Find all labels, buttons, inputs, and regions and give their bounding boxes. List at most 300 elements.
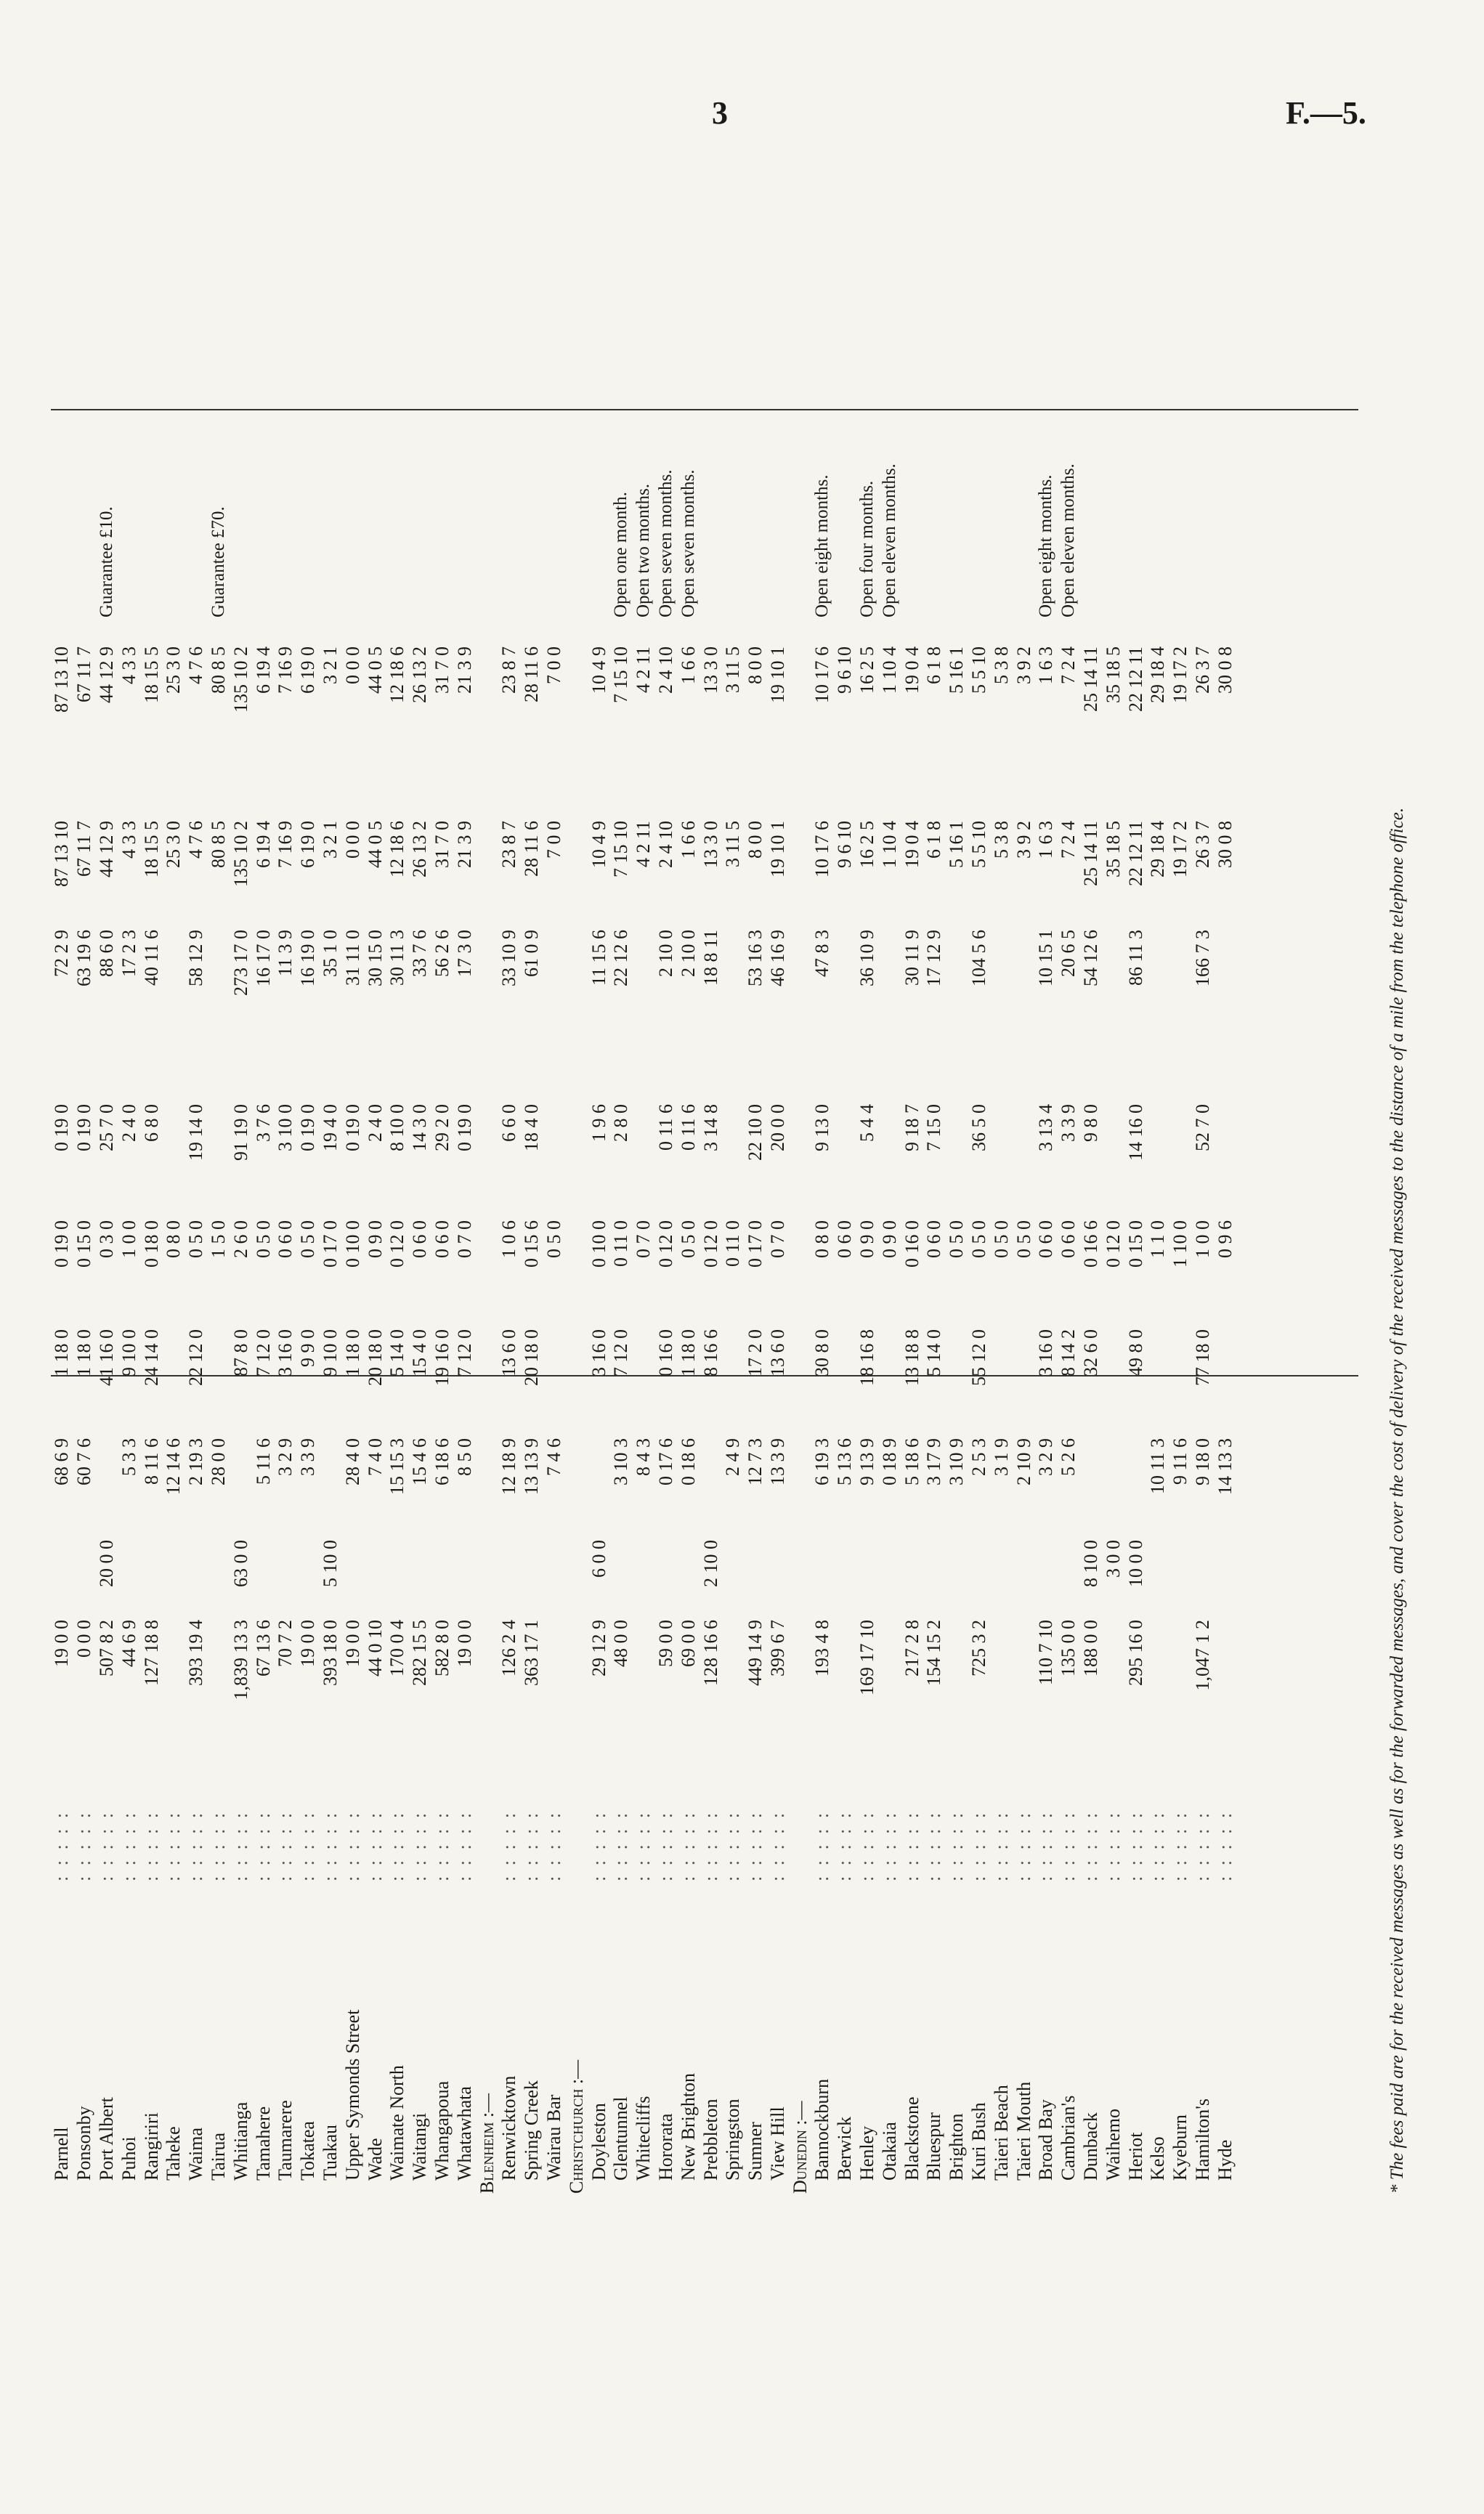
office-name: Whangapoua bbox=[431, 2080, 453, 2181]
amount-cell: 1 6 3 bbox=[1035, 821, 1057, 859]
amount-cell: 399 6 7 bbox=[766, 1620, 788, 1676]
amount-cell: 725 3 2 bbox=[968, 1620, 990, 1676]
amount-cell: 15 4 0 bbox=[409, 1329, 431, 1376]
amount-cell: 8 16 6 bbox=[700, 1329, 721, 1376]
amount-cell: 25 14 11 bbox=[1080, 821, 1102, 887]
amount-cell: 29 12 9 bbox=[588, 1620, 609, 1676]
amount-cell: 0 6 0 bbox=[923, 1220, 945, 1258]
amount-cell: 135 0 0 bbox=[1058, 1620, 1079, 1676]
amount-cell: 44 12 9 bbox=[95, 646, 117, 703]
amount-cell: 8 14 2 bbox=[1058, 1329, 1079, 1376]
amount-cell: 10 15 1 bbox=[1035, 930, 1057, 986]
table-row bbox=[811, 44, 834, 2194]
amount-cell: 13 6 0 bbox=[498, 1329, 520, 1376]
amount-cell: 582 8 0 bbox=[431, 1620, 453, 1676]
footnote: * The fees paid are for the received messages as well as for the forwarded messages, and cover the cost of delivery of the received messages to the distance of a mile from the telephone office. bbox=[1387, 807, 1407, 2194]
section-heading bbox=[789, 44, 811, 2194]
amount-cell: 12 7 3 bbox=[745, 1438, 766, 1485]
amount-cell: 0 6 0 bbox=[275, 1220, 296, 1258]
amount-cell: 14 13 3 bbox=[1214, 1438, 1236, 1495]
remark-cell: Open one month. bbox=[611, 492, 631, 617]
amount-cell: 56 2 6 bbox=[431, 930, 453, 977]
amount-cell: 1 5 0 bbox=[207, 1220, 229, 1258]
amount-cell: 6 1 8 bbox=[923, 821, 945, 859]
office-name: Spring Creek bbox=[521, 2080, 543, 2181]
amount-cell: 2 5 3 bbox=[968, 1438, 990, 1476]
amount-cell: 9 6 10 bbox=[834, 646, 856, 694]
amount-cell: 7 4 0 bbox=[364, 1438, 386, 1476]
amount-cell: 2 4 10 bbox=[654, 646, 676, 694]
page-reference: F.—5. bbox=[1286, 95, 1366, 131]
amount-cell: 2 10 0 bbox=[677, 930, 699, 977]
office-name: Wairau Bar bbox=[543, 2094, 564, 2181]
leader-dots: : : : : : bbox=[1124, 1809, 1146, 1881]
amount-cell: 20 6 5 bbox=[1058, 930, 1079, 977]
amount-cell: 18 4 0 bbox=[521, 1104, 543, 1151]
amount-cell: 188 0 0 bbox=[1080, 1620, 1102, 1676]
amount-cell: 7 2 4 bbox=[1058, 821, 1079, 859]
amount-cell: 9 13 9 bbox=[856, 1438, 878, 1485]
amount-cell: 18 16 8 bbox=[856, 1329, 878, 1386]
amount-cell: 67 11 7 bbox=[73, 646, 95, 703]
amount-cell: 3 10 9 bbox=[946, 1438, 968, 1485]
amount-cell: 1 6 6 bbox=[677, 646, 699, 684]
office-name: Waima bbox=[185, 2128, 207, 2181]
table-row bbox=[1124, 44, 1147, 2194]
office-name: Dunback bbox=[1080, 2112, 1102, 2181]
amount-cell: 0 19 0 bbox=[51, 1104, 73, 1151]
office-name: Kelso bbox=[1147, 2136, 1169, 2181]
amount-cell: 3 2 9 bbox=[1035, 1438, 1057, 1476]
amount-cell: 87 13 10 bbox=[51, 646, 73, 713]
amount-cell: 4 3 3 bbox=[118, 646, 139, 684]
amount-cell: 0 5 0 bbox=[185, 1220, 207, 1258]
amount-cell: 25 14 11 bbox=[1080, 646, 1102, 713]
table-row bbox=[208, 44, 230, 2194]
office-name: Waimate North bbox=[386, 2065, 408, 2181]
amount-cell: 63 0 0 bbox=[230, 1540, 251, 1587]
amount-cell: 18 15 5 bbox=[140, 646, 162, 703]
leader-dots: : : : : : bbox=[901, 1809, 923, 1881]
amount-cell: 12 18 9 bbox=[498, 1438, 520, 1495]
amount-cell: 0 19 0 bbox=[73, 1104, 95, 1151]
amount-cell: 14 16 0 bbox=[1124, 1104, 1146, 1161]
amount-cell: 44 0 5 bbox=[364, 821, 386, 868]
amount-cell: 19 10 1 bbox=[766, 821, 788, 877]
office-name: Taheke bbox=[163, 2126, 185, 2181]
amount-cell: 30 11 3 bbox=[386, 930, 408, 986]
amount-cell: 0 15 0 bbox=[73, 1220, 95, 1268]
amount-cell: 30 15 0 bbox=[364, 930, 386, 986]
amount-cell: 0 9 0 bbox=[878, 1220, 900, 1258]
amount-cell: 0 6 0 bbox=[409, 1220, 431, 1258]
amount-cell: 126 2 4 bbox=[498, 1620, 520, 1676]
amount-cell: 30 0 8 bbox=[1214, 646, 1236, 694]
table-row bbox=[610, 44, 633, 2194]
table-row bbox=[1169, 44, 1192, 2194]
amount-cell: 2 4 0 bbox=[118, 1104, 139, 1142]
amount-cell: 88 6 0 bbox=[95, 930, 117, 977]
office-name: New Brighton bbox=[677, 2072, 699, 2181]
amount-cell: 54 12 6 bbox=[1080, 930, 1102, 986]
amount-cell: 80 8 5 bbox=[207, 821, 229, 868]
office-name: Kyeburn bbox=[1169, 2114, 1191, 2181]
amount-cell: 33 10 9 bbox=[498, 930, 520, 986]
amount-cell: 0 10 0 bbox=[588, 1220, 609, 1268]
amount-cell: 17 3 0 bbox=[453, 930, 475, 977]
leader-dots: : : : : : bbox=[498, 1809, 520, 1881]
leader-dots: : : : : : bbox=[453, 1809, 475, 1881]
office-name: Parnell bbox=[51, 2127, 73, 2181]
amount-cell: 8 5 0 bbox=[453, 1438, 475, 1476]
leader-dots: : : : : : bbox=[297, 1809, 319, 1881]
amount-cell: 44 0 5 bbox=[364, 646, 386, 694]
amount-cell: 6 8 0 bbox=[140, 1104, 162, 1142]
leader-dots: : : : : : bbox=[1147, 1809, 1169, 1881]
office-name: Renwicktown bbox=[498, 2075, 520, 2181]
leader-dots: : : : : : bbox=[319, 1809, 341, 1881]
amount-cell: 6 1 8 bbox=[923, 646, 945, 684]
amount-cell: 10 11 3 bbox=[1147, 1438, 1169, 1495]
amount-cell: 22 12 0 bbox=[185, 1329, 207, 1386]
amount-cell: 0 6 0 bbox=[1058, 1220, 1079, 1258]
leader-dots: : : : : : bbox=[275, 1809, 296, 1881]
amount-cell: 58 12 9 bbox=[185, 930, 207, 986]
amount-cell: 0 9 6 bbox=[1214, 1220, 1236, 1258]
amount-cell: 13 3 0 bbox=[700, 821, 721, 868]
office-name: Wade bbox=[364, 2138, 386, 2181]
amount-cell: 0 0 0 bbox=[341, 821, 363, 859]
table-row bbox=[320, 44, 342, 2194]
amount-cell: 49 8 0 bbox=[1124, 1329, 1146, 1376]
amount-cell: 16 19 0 bbox=[297, 930, 319, 986]
amount-cell: 10 4 9 bbox=[588, 646, 609, 694]
amount-cell: 28 0 0 bbox=[207, 1438, 229, 1485]
amount-cell: 16 17 0 bbox=[252, 930, 274, 986]
amount-cell: 8 0 0 bbox=[745, 821, 766, 859]
leader-dots: : : : : : bbox=[588, 1809, 609, 1881]
amount-cell: 0 7 0 bbox=[633, 1220, 654, 1258]
amount-cell: 16 2 5 bbox=[856, 646, 878, 694]
amount-cell: 44 6 9 bbox=[118, 1620, 139, 1667]
amount-cell: 6 0 0 bbox=[588, 1540, 609, 1578]
leader-dots: : : : : : bbox=[968, 1809, 990, 1881]
amount-cell: 21 3 9 bbox=[453, 646, 475, 694]
amount-cell: 9 10 0 bbox=[319, 1329, 341, 1376]
table-row bbox=[409, 44, 431, 2194]
office-name: Hororata bbox=[654, 2113, 676, 2181]
amount-cell: 3 17 9 bbox=[923, 1438, 945, 1485]
amount-cell: 5 18 6 bbox=[901, 1438, 923, 1485]
amount-cell: 19 17 2 bbox=[1169, 821, 1191, 877]
table-row bbox=[990, 44, 1013, 2194]
table-row bbox=[1102, 44, 1124, 2194]
amount-cell: 1 10 4 bbox=[878, 821, 900, 868]
amount-cell: 127 18 8 bbox=[140, 1620, 162, 1686]
amount-cell: 31 7 0 bbox=[431, 646, 453, 694]
amount-cell: 19 4 0 bbox=[319, 1104, 341, 1151]
column-rule bbox=[51, 409, 1358, 410]
amount-cell: 1,047 1 2 bbox=[1192, 1620, 1214, 1691]
section-heading bbox=[476, 44, 498, 2194]
amount-cell: 3 10 3 bbox=[610, 1438, 632, 1485]
table-row bbox=[677, 44, 700, 2194]
amount-cell: 8 0 0 bbox=[745, 646, 766, 684]
remark-cell: Open two months. bbox=[633, 483, 654, 617]
amount-cell: 11 15 6 bbox=[588, 930, 609, 986]
amount-cell: 25 3 0 bbox=[163, 646, 185, 694]
amount-cell: 25 7 0 bbox=[95, 1104, 117, 1151]
amount-cell: 1 18 0 bbox=[73, 1329, 95, 1376]
amount-cell: 0 5 0 bbox=[543, 1220, 564, 1258]
office-name: Tokatea bbox=[297, 2121, 319, 2181]
leader-dots: : : : : : bbox=[946, 1809, 968, 1881]
amount-cell: 10 0 0 bbox=[1124, 1540, 1146, 1587]
office-name: Port Albert bbox=[95, 2097, 117, 2181]
amount-cell: 169 17 10 bbox=[856, 1620, 878, 1695]
amount-cell: 19 0 4 bbox=[901, 646, 923, 694]
amount-cell: 15 4 6 bbox=[409, 1438, 431, 1485]
office-name: Glentunnel bbox=[610, 2096, 632, 2181]
amount-cell: 9 10 0 bbox=[118, 1329, 139, 1376]
office-name: Cambrian's bbox=[1058, 2095, 1079, 2181]
amount-cell: 19 10 1 bbox=[766, 646, 788, 703]
remark-cell: Open seven months. bbox=[655, 469, 676, 617]
amount-cell: 0 17 0 bbox=[319, 1220, 341, 1268]
amount-cell: 282 15 5 bbox=[409, 1620, 431, 1686]
amount-cell: 3 16 0 bbox=[1035, 1329, 1057, 1376]
leader-dots: : : : : : bbox=[207, 1809, 229, 1881]
amount-cell: 5 11 6 bbox=[252, 1438, 274, 1485]
amount-cell: 193 4 8 bbox=[811, 1620, 833, 1676]
column-rule bbox=[51, 1375, 1358, 1376]
amount-cell: 47 8 3 bbox=[811, 930, 833, 977]
amount-cell: 87 8 0 bbox=[230, 1329, 251, 1376]
amount-cell: 36 10 9 bbox=[856, 930, 878, 986]
amount-cell: 5 3 3 bbox=[118, 1438, 139, 1476]
amount-cell: 60 7 6 bbox=[73, 1438, 95, 1485]
office-name: Hyde bbox=[1214, 2139, 1236, 2181]
amount-cell: 0 12 0 bbox=[1102, 1220, 1124, 1268]
amount-cell: 0 11 0 bbox=[722, 1220, 744, 1268]
leader-dots: : : : : : bbox=[521, 1809, 543, 1881]
amount-cell: 10 17 6 bbox=[811, 646, 833, 703]
amount-cell: 0 10 0 bbox=[341, 1220, 363, 1268]
amount-cell: 0 9 0 bbox=[364, 1220, 386, 1258]
amount-cell: 6 19 4 bbox=[252, 821, 274, 868]
remark-cell: Open eleven months. bbox=[879, 463, 899, 617]
table-row bbox=[946, 44, 968, 2194]
table-row bbox=[341, 44, 364, 2194]
amount-cell: 0 5 0 bbox=[946, 1220, 968, 1258]
office-name: Heriot bbox=[1124, 2132, 1146, 2181]
amount-cell: 53 16 3 bbox=[745, 930, 766, 986]
amount-cell: 7 0 0 bbox=[543, 821, 564, 859]
amount-cell: 5 14 0 bbox=[386, 1329, 408, 1376]
amount-cell: 0 5 0 bbox=[677, 1220, 699, 1258]
leader-dots: : : : : : bbox=[431, 1809, 453, 1881]
remark-cell: Guarantee £10. bbox=[96, 506, 116, 617]
amount-cell: 13 13 9 bbox=[521, 1438, 543, 1495]
amount-cell: 1 0 6 bbox=[498, 1220, 520, 1258]
table-row bbox=[252, 44, 275, 2194]
amount-cell: 4 2 11 bbox=[633, 821, 654, 868]
amount-cell: 3 13 4 bbox=[1035, 1104, 1057, 1151]
amount-cell: 9 18 0 bbox=[1192, 1438, 1214, 1485]
table-row bbox=[1058, 44, 1080, 2194]
amount-cell: 0 3 0 bbox=[95, 1220, 117, 1258]
amount-cell: 26 13 2 bbox=[409, 821, 431, 877]
amount-cell: 17 12 9 bbox=[923, 930, 945, 986]
table-row bbox=[431, 44, 454, 2194]
amount-cell: 77 18 0 bbox=[1192, 1329, 1214, 1386]
leader-dots: : : : : : bbox=[654, 1809, 676, 1881]
amount-cell: 59 0 0 bbox=[654, 1620, 676, 1667]
amount-cell: 13 3 9 bbox=[766, 1438, 788, 1485]
amount-cell: 0 19 0 bbox=[51, 1220, 73, 1268]
amount-cell: 28 11 6 bbox=[521, 646, 543, 703]
amount-cell: 1 9 6 bbox=[588, 1104, 609, 1142]
leader-dots: : : : : : bbox=[1080, 1809, 1102, 1881]
amount-cell: 32 6 0 bbox=[1080, 1329, 1102, 1376]
amount-cell: 393 19 4 bbox=[185, 1620, 207, 1686]
table-row bbox=[51, 44, 73, 2194]
amount-cell: 30 0 8 bbox=[1214, 821, 1236, 868]
amount-cell: 19 16 0 bbox=[431, 1329, 453, 1386]
amount-cell: 41 16 0 bbox=[95, 1329, 117, 1386]
amount-cell: 449 14 9 bbox=[745, 1620, 766, 1686]
amount-cell: 166 7 3 bbox=[1192, 930, 1214, 986]
amount-cell: 22 12 6 bbox=[610, 930, 632, 986]
amount-cell: 87 13 10 bbox=[51, 821, 73, 887]
amount-cell: 0 9 0 bbox=[856, 1220, 878, 1258]
amount-cell: 19 0 0 bbox=[51, 1620, 73, 1667]
amount-cell: 1 18 0 bbox=[51, 1329, 73, 1376]
amount-cell: 23 8 7 bbox=[498, 646, 520, 694]
table-row bbox=[96, 44, 118, 2194]
amount-cell: 0 19 0 bbox=[297, 1104, 319, 1151]
amount-cell: 0 17 6 bbox=[654, 1438, 676, 1485]
amount-cell: 67 13 6 bbox=[252, 1620, 274, 1676]
leader-dots: : : : : : bbox=[990, 1809, 1012, 1881]
amount-cell: 4 7 6 bbox=[185, 646, 207, 684]
amount-cell: 3 1 9 bbox=[990, 1438, 1012, 1476]
amount-cell: 3 9 2 bbox=[1013, 646, 1034, 684]
amount-cell: 4 3 3 bbox=[118, 821, 139, 859]
amount-cell: 29 2 0 bbox=[431, 1104, 453, 1151]
amount-cell: 6 19 3 bbox=[811, 1438, 833, 1485]
amount-cell: 16 2 5 bbox=[856, 821, 878, 868]
amount-cell: 6 19 0 bbox=[297, 646, 319, 694]
leader-dots: : : : : : bbox=[700, 1809, 721, 1881]
amount-cell: 135 10 2 bbox=[230, 646, 251, 713]
amount-cell: 3 14 8 bbox=[700, 1104, 721, 1151]
amount-cell: 6 19 0 bbox=[297, 821, 319, 868]
amount-cell: 3 3 9 bbox=[297, 1438, 319, 1476]
office-name: Prebbleton bbox=[700, 2099, 721, 2181]
leader-dots: : : : : : bbox=[386, 1809, 408, 1881]
amount-cell: 40 11 6 bbox=[140, 930, 162, 986]
amount-cell: 3 16 0 bbox=[275, 1329, 296, 1376]
amount-cell: 8 4 3 bbox=[633, 1438, 654, 1476]
amount-cell: 10 4 9 bbox=[588, 821, 609, 868]
amount-cell: 1 6 6 bbox=[677, 821, 699, 859]
remark-cell: Open eleven months. bbox=[1058, 463, 1079, 617]
amount-cell: 36 5 0 bbox=[968, 1104, 990, 1151]
amount-cell: 0 17 0 bbox=[745, 1220, 766, 1268]
amount-cell: 20 0 0 bbox=[95, 1540, 117, 1587]
amount-cell: 110 7 10 bbox=[1035, 1620, 1057, 1686]
leader-dots: : : : : : bbox=[118, 1809, 139, 1881]
office-name: Christchurch :— bbox=[565, 2059, 587, 2194]
amount-cell: 7 15 0 bbox=[923, 1104, 945, 1151]
amount-cell: 3 9 2 bbox=[1013, 821, 1034, 859]
table-row bbox=[745, 44, 767, 2194]
amount-cell: 0 8 0 bbox=[163, 1220, 185, 1258]
amount-cell: 2 19 3 bbox=[185, 1438, 207, 1485]
office-name: Doyleston bbox=[588, 2103, 609, 2181]
amount-cell: 1 6 3 bbox=[1035, 646, 1057, 684]
amount-cell: 1 10 0 bbox=[1169, 1220, 1191, 1268]
office-name: Bluespur bbox=[923, 2112, 945, 2181]
amount-cell: 0 0 0 bbox=[73, 1620, 95, 1658]
amount-cell: 29 18 4 bbox=[1147, 646, 1169, 703]
amount-cell: 19 0 0 bbox=[341, 1620, 363, 1667]
amount-cell: 3 7 6 bbox=[252, 1104, 274, 1142]
office-name: Taieri Beach bbox=[990, 2085, 1012, 2181]
table-row bbox=[163, 44, 185, 2194]
amount-cell: 22 12 11 bbox=[1124, 646, 1146, 713]
table-row bbox=[453, 44, 476, 2194]
amount-cell: 0 0 0 bbox=[341, 646, 363, 684]
amount-cell: 8 10 0 bbox=[386, 1104, 408, 1151]
amount-cell: 0 12 0 bbox=[654, 1220, 676, 1268]
amount-cell: 104 5 6 bbox=[968, 930, 990, 986]
table-row bbox=[275, 44, 297, 2194]
amount-cell: 28 4 0 bbox=[341, 1438, 363, 1485]
amount-cell: 72 2 9 bbox=[51, 930, 73, 977]
office-name: Broad Bay bbox=[1035, 2099, 1057, 2181]
office-name: Dunedin :— bbox=[789, 2101, 811, 2194]
amount-cell: 5 16 1 bbox=[946, 646, 968, 694]
amount-cell: 0 19 0 bbox=[341, 1104, 363, 1151]
amount-cell: 3 11 5 bbox=[722, 646, 744, 694]
amount-cell: 19 0 0 bbox=[297, 1620, 319, 1667]
amount-cell: 25 3 0 bbox=[163, 821, 185, 868]
amount-cell: 170 0 4 bbox=[386, 1620, 408, 1676]
amount-cell: 30 11 9 bbox=[901, 930, 923, 986]
table-row bbox=[1080, 44, 1103, 2194]
table-row bbox=[633, 44, 655, 2194]
amount-cell: 33 7 6 bbox=[409, 930, 431, 977]
office-name: Whitecliffs bbox=[633, 2096, 654, 2181]
amount-cell: 22 10 0 bbox=[745, 1104, 766, 1161]
table-row bbox=[498, 44, 521, 2194]
amount-cell: 4 2 11 bbox=[633, 646, 654, 694]
amount-cell: 3 3 9 bbox=[1058, 1104, 1079, 1142]
amount-cell: 9 8 0 bbox=[1080, 1104, 1102, 1142]
amount-cell: 0 16 6 bbox=[1080, 1220, 1102, 1268]
leader-dots: : : : : : bbox=[722, 1809, 744, 1881]
amount-cell: 31 11 0 bbox=[341, 930, 363, 986]
amount-cell: 0 5 0 bbox=[968, 1220, 990, 1258]
page-number: 3 bbox=[712, 95, 728, 131]
amount-cell: 28 11 6 bbox=[521, 821, 543, 877]
amount-cell: 0 15 6 bbox=[521, 1220, 543, 1268]
amount-cell: 19 17 2 bbox=[1169, 646, 1191, 703]
office-name: Bannockburn bbox=[811, 2078, 833, 2181]
amount-cell: 44 0 10 bbox=[364, 1620, 386, 1676]
